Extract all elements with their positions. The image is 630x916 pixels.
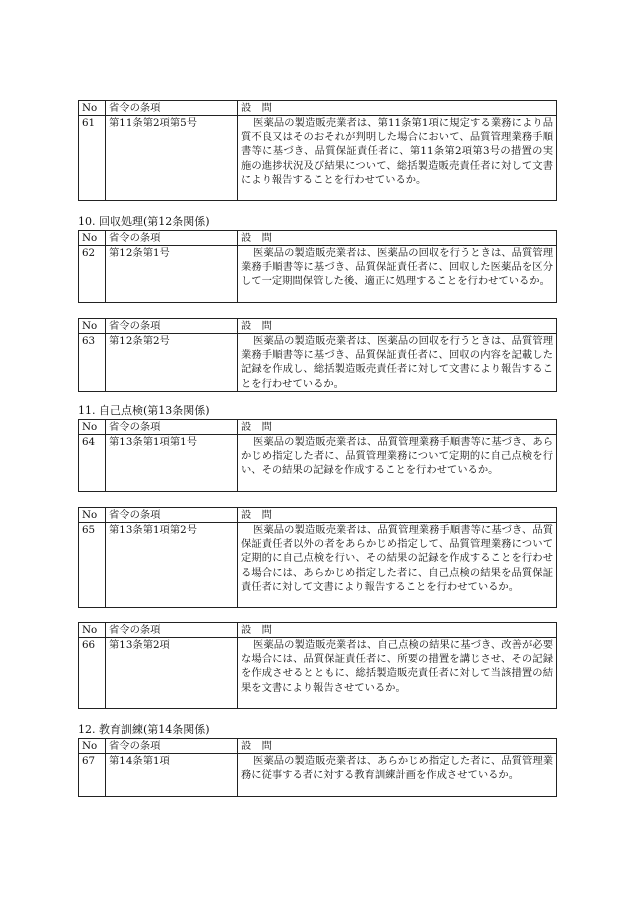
question-table-67 — [78, 738, 556, 797]
question-table-65 — [78, 507, 556, 608]
row-question — [238, 754, 557, 797]
table-header-row — [79, 508, 557, 523]
header-no: No — [79, 508, 106, 523]
header-question: 設 問 — [238, 319, 557, 334]
table-header-row — [79, 739, 557, 754]
row-article: 第14条第1項 — [106, 754, 238, 797]
header-question: 設 問 — [238, 623, 557, 638]
header-question: 設 問 — [238, 508, 557, 523]
header-article: 省令の条項 — [106, 508, 238, 523]
row-no: 66 — [79, 638, 106, 709]
header-no: No — [79, 623, 106, 638]
row-question-text: 医薬品の製造販売業者は、品質管理業務手順書等に基づき、あらかじめ指定した者に、品質管理業務について定期的に自己点検を行い、その結果の記録を作成することを行わせているか。 — [241, 436, 553, 477]
section-heading-10: 10. 回収処理(第12条関係) — [78, 215, 210, 228]
row-article: 第13条第2項 — [106, 638, 238, 709]
header-question: 設 問 — [238, 739, 557, 754]
header-article: 省令の条項 — [106, 420, 238, 435]
header-no: No — [79, 319, 106, 334]
header-article: 省令の条項 — [106, 231, 238, 246]
header-article: 省令の条項 — [106, 739, 238, 754]
row-article: 第12条第1号 — [106, 246, 238, 303]
header-no: No — [79, 739, 106, 754]
row-question-text: 医薬品の製造販売業者は、自己点検の結果に基づき、改善が必要な場合には、品質保証責任者に、所要の措置を講じさせ、その記録を作成させるとともに、総括製造販売責任者に対して当該措置の結果を文書により報告させているか。 — [241, 639, 553, 694]
table-header-row — [79, 231, 557, 246]
header-question: 設 問 — [238, 101, 557, 116]
header-article: 省令の条項 — [106, 101, 238, 116]
header-article: 省令の条項 — [106, 623, 238, 638]
table-header-row — [79, 101, 557, 116]
table-row — [79, 638, 557, 709]
row-no: 65 — [79, 523, 106, 608]
row-question — [238, 638, 557, 709]
row-question — [238, 523, 557, 608]
row-no: 63 — [79, 334, 106, 392]
row-no: 61 — [79, 116, 106, 201]
header-question: 設 問 — [238, 420, 557, 435]
row-article: 第13条第1項第2号 — [106, 523, 238, 608]
section-heading-12: 12. 教育訓練(第14条関係) — [78, 723, 210, 736]
question-table-63 — [78, 318, 556, 392]
header-no: No — [79, 101, 106, 116]
row-question-text: 医薬品の製造販売業者は、あらかじめ指定した者に、品質管理業務に従事する者に対する教育訓練計画を作成させているか。 — [241, 755, 553, 782]
row-no: 62 — [79, 246, 106, 303]
row-question-text: 医薬品の製造販売業者は、品質管理業務手順書等に基づき、品質保証責任者以外の者をあらかじめ指定して、品質管理業務について定期的に自己点検を行い、その結果の記録を作成することを行わせる場合には、あらかじめ指定した者に、自己点検の結果を品質保証責任者に対して文書により報告することを行わせているか。 — [241, 524, 553, 593]
row-article: 第13条第1項第1号 — [106, 435, 238, 492]
row-question — [238, 435, 557, 492]
question-table-64 — [78, 419, 556, 492]
table-row — [79, 435, 557, 492]
row-no: 64 — [79, 435, 106, 492]
question-table-66 — [78, 622, 556, 709]
row-article: 第12条第2号 — [106, 334, 238, 392]
header-no: No — [79, 420, 106, 435]
question-table-62 — [78, 230, 556, 303]
row-article: 第11条第2項第5号 — [106, 116, 238, 201]
table-row — [79, 246, 557, 303]
row-question — [238, 116, 557, 201]
table-row — [79, 754, 557, 797]
table-header-row — [79, 420, 557, 435]
header-no: No — [79, 231, 106, 246]
table-row — [79, 523, 557, 608]
row-no: 67 — [79, 754, 106, 797]
table-row — [79, 116, 557, 201]
header-article: 省令の条項 — [106, 319, 238, 334]
question-table-61 — [78, 100, 556, 201]
row-question-text: 医薬品の製造販売業者は、医薬品の回収を行うときは、品質管理業務手順書等に基づき、品質保証責任者に、回収した医薬品を区分して一定期間保管した後、適正に処理することを行わせているか。 — [241, 247, 553, 288]
table-header-row — [79, 319, 557, 334]
row-question — [238, 334, 557, 392]
header-question: 設 問 — [238, 231, 557, 246]
table-header-row — [79, 623, 557, 638]
section-heading-11: 11. 自己点検(第13条関係) — [78, 404, 210, 417]
row-question-text: 医薬品の製造販売業者は、医薬品の回収を行うときは、品質管理業務手順書等に基づき、品質保証責任者に、回収の内容を記載した記録を作成し、総括製造販売責任者に対して文書により報告することを行わせているか。 — [241, 335, 553, 390]
row-question-text: 医薬品の製造販売業者は、第11条第1項に規定する業務により品質不良又はそのおそれが判明した場合において、品質管理業務手順書等に基づき、品質保証責任者に、第11条第2項第3号の措置の実施の進捗状況及び結果について、総括製造販売責任者に対して文書により報告することを行わせているか。 — [241, 117, 553, 186]
row-question — [238, 246, 557, 303]
table-row — [79, 334, 557, 392]
